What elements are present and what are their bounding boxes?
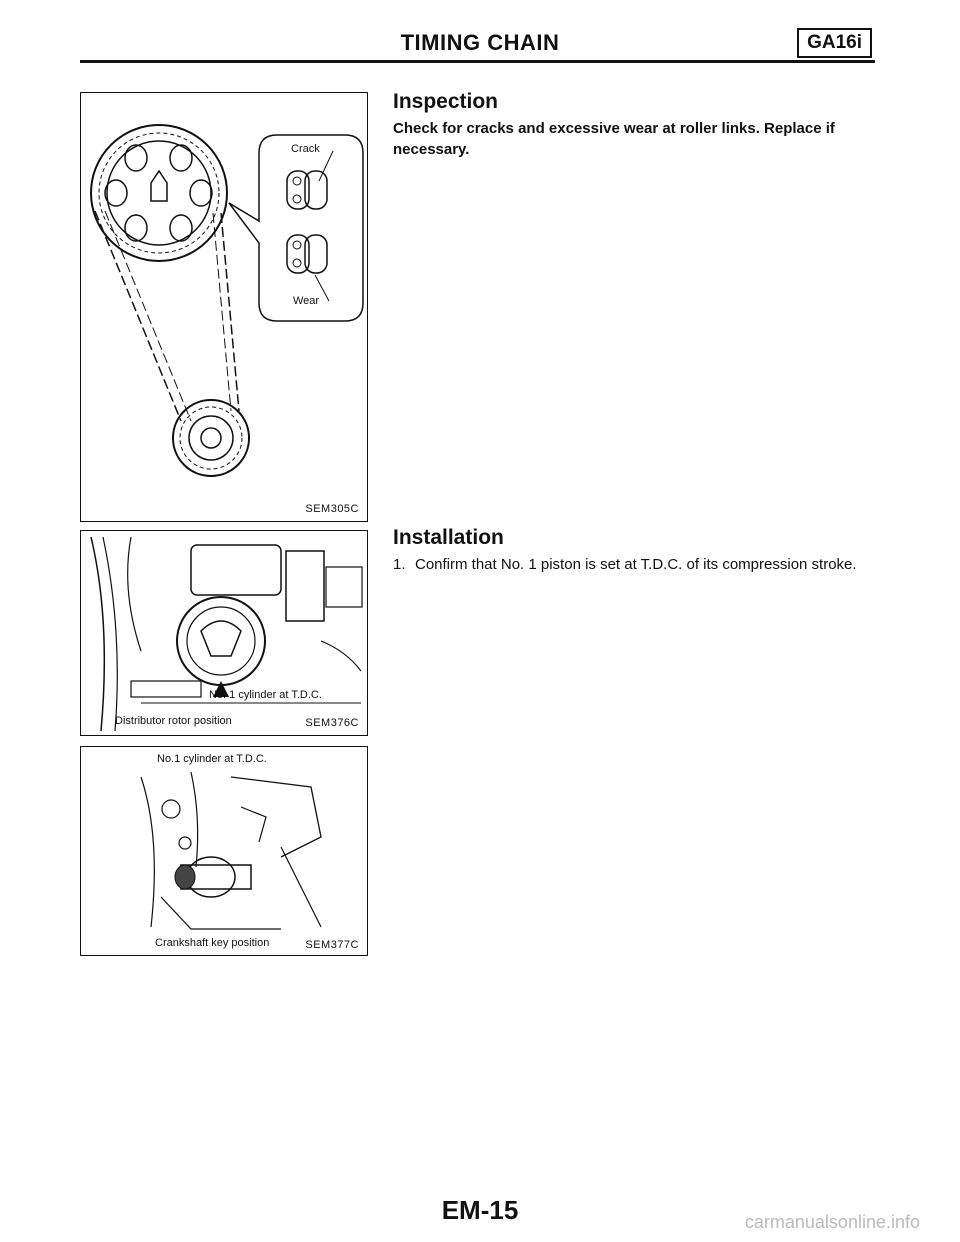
figure-code: SEM305C	[305, 503, 359, 515]
step-number: 1.	[393, 556, 406, 573]
page-number: EM-15	[441, 1195, 519, 1225]
crack-label: Crack	[291, 143, 320, 155]
wear-label: Wear	[293, 295, 320, 307]
engine-code-badge: GA16i	[797, 28, 872, 58]
watermark: carmanualsonline.info	[744, 1212, 920, 1232]
step-text: Confirm that No. 1 piston is set at T.D.C. of its compression stroke.	[415, 556, 857, 573]
distributor-illustration	[81, 531, 369, 737]
inspection-heading: Inspection	[393, 90, 499, 113]
crankshaft-illustration	[81, 747, 369, 957]
installation-heading: Installation	[393, 526, 504, 549]
figure-timing-chain	[80, 92, 368, 522]
timing-chain-illustration	[81, 93, 369, 523]
figure-crankshaft	[80, 746, 368, 956]
rotor-position-label: Distributor rotor position	[115, 715, 232, 727]
inspection-text: Check for cracks and excessive wear at roller links. Replace if necessary.	[393, 120, 835, 158]
page-title: TIMING CHAIN	[400, 30, 560, 55]
installation-step	[393, 554, 873, 575]
crankshaft-key-label: Crankshaft key position	[155, 937, 270, 949]
figure-code: SEM377C	[305, 939, 359, 951]
figure-distributor	[80, 530, 368, 736]
tdc-label: No.1 cylinder at T.D.C.	[157, 753, 267, 765]
figure-code: SEM376C	[305, 717, 359, 729]
header-rule	[80, 60, 875, 63]
tdc-label: No. 1 cylinder at T.D.C.	[209, 689, 322, 701]
